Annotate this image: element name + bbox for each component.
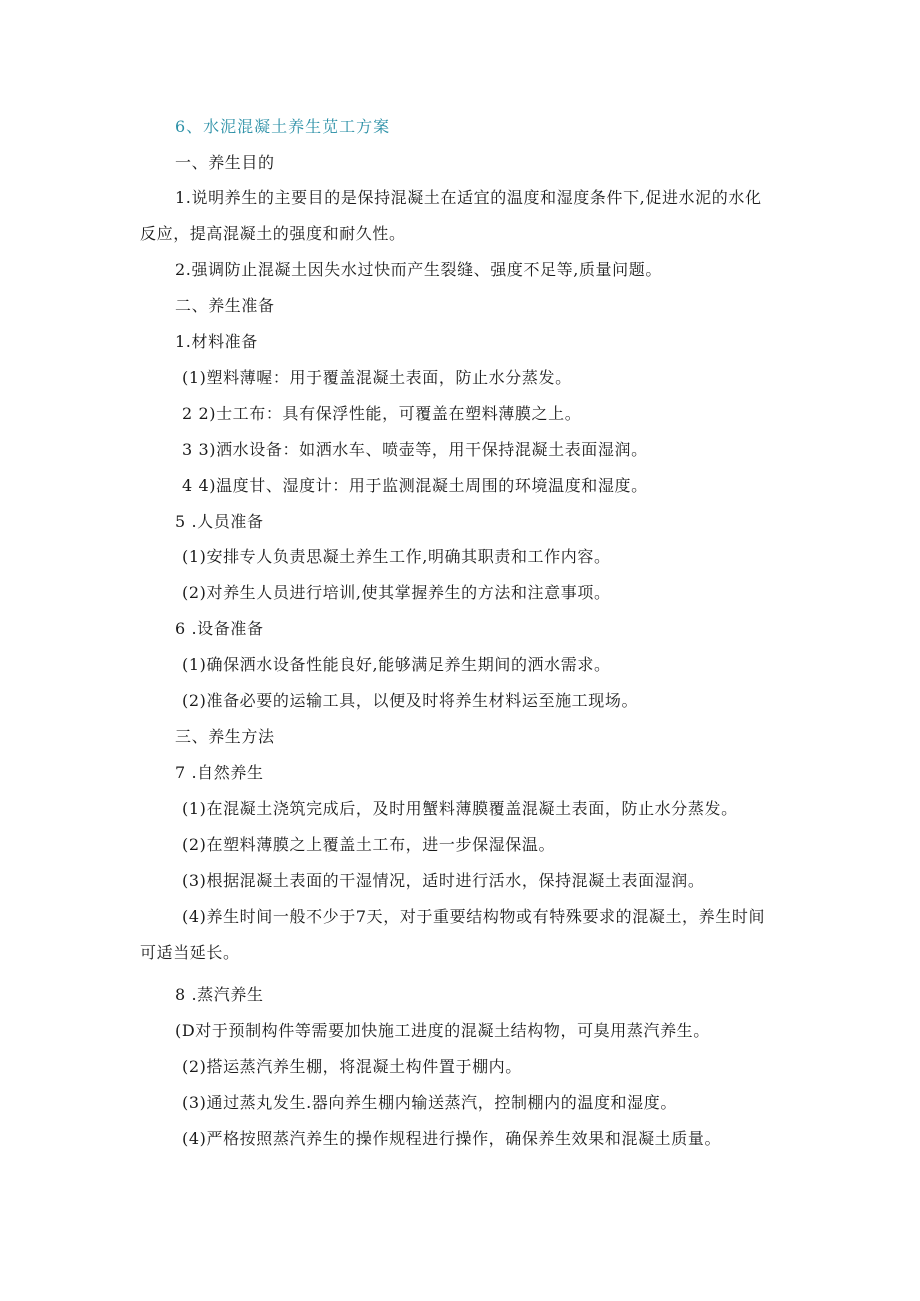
- subsection-heading: 1.材料准备: [175, 332, 258, 351]
- list-item: (3)根据混凝土表面的干湿情况，适时进行活水，保持混凝土表面湿润。: [182, 871, 705, 890]
- list-item: (1)确保洒水设备性能良好,能够满足养生期间的洒水需求。: [182, 655, 611, 674]
- list-item: (2)在塑料薄膜之上覆盖土工布，进一步保湿保温。: [182, 835, 556, 854]
- section-heading-purpose: 一、养生目的: [175, 153, 275, 172]
- subsection-heading: 5 .人员准备: [175, 512, 264, 531]
- subsection-heading: 8 .蒸汽养生: [175, 985, 264, 1004]
- list-item: (2)准备必要的运输工具，以便及时将养生材料运至施工现场。: [182, 691, 639, 710]
- list-item: 2 2)士工布：具有保浮性能，可覆盖在塑料薄膜之上。: [182, 404, 582, 423]
- paragraph-line: 2.强调防止混凝土因失水过快而产生裂缝、强度不足等,质量问题。: [175, 260, 662, 279]
- paragraph-line: 1.说明养生的主要目的是保持混凝土在适宜的温度和湿度条件下,促进水泥的水化: [175, 188, 762, 207]
- subsection-heading: 7 .自然养生: [175, 763, 264, 782]
- list-item: 4 4)温度甘、湿度计：用于监测混凝土周围的环境温度和湿度。: [182, 476, 648, 495]
- list-item: (2)对养生人员进行培训,使其掌握养生的方法和注意事项。: [182, 583, 611, 602]
- section-heading-preparation: 二、养生准备: [175, 296, 275, 315]
- section-heading-methods: 三、养生方法: [175, 727, 275, 746]
- document-title: 6、水泥混凝土养生苋工方案: [175, 117, 391, 136]
- subsection-heading: 6 .设备准备: [175, 619, 264, 638]
- paragraph-line: 反应，提高混凝土的强度和耐久性。: [140, 224, 406, 243]
- list-item: (1)在混凝土浇筑完成后，及时用蟹料薄膜覆盖混凝土表面，防止水分蒸发。: [182, 799, 738, 818]
- list-item: (4)养生时间一般不少于7天，对于重要结构物或有特殊要求的混凝土，养生时间: [182, 907, 766, 926]
- list-item: 3 3)洒水设备：如洒水车、喷壶等，用干保持混凝土表面湿润。: [182, 440, 648, 459]
- list-item: (4)严格按照蒸汽养生的操作规程进行操作，确保养生效果和混凝土质量。: [182, 1129, 722, 1148]
- list-item: (3)通过蒸丸发生.器向养生棚内输送蒸汽，控制棚内的温度和湿度。: [182, 1093, 677, 1112]
- paragraph-line: 可适当延长。: [140, 943, 240, 962]
- list-item: (1)塑料薄喔：用于覆盖混凝土表面，防止水分蒸发。: [182, 368, 572, 387]
- list-item: (D对于预制构件等需要加快施工进度的混凝土结构物，可臭用蒸汽养生。: [175, 1021, 710, 1040]
- list-item: (2)搭运蒸汽养生棚，将混凝土构件置于棚内。: [182, 1057, 522, 1076]
- list-item: (1)安排专人负责思凝土养生工作,明确其职责和工作内容。: [182, 547, 611, 566]
